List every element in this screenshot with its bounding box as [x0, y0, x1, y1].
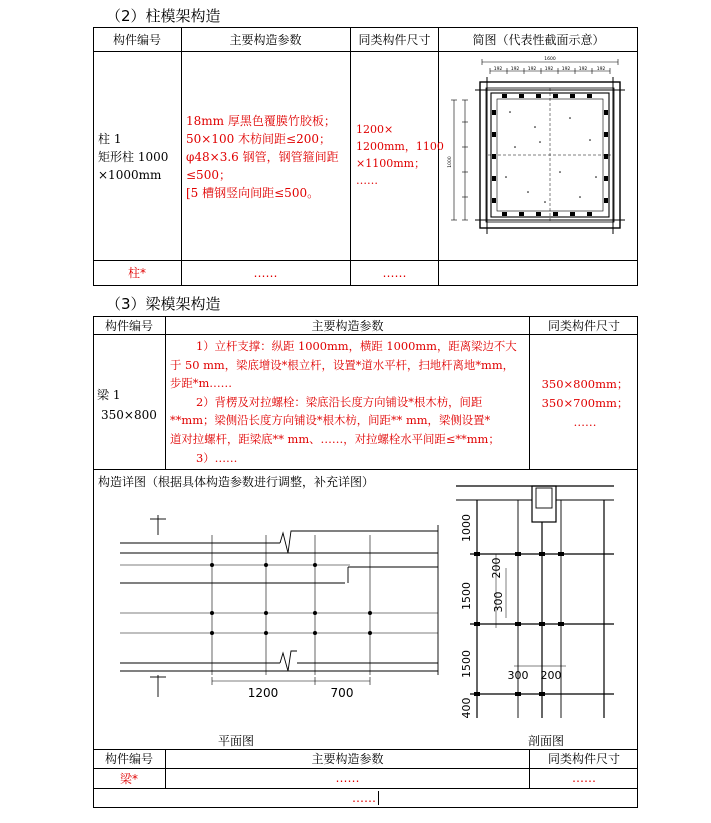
- text-cursor: [378, 791, 379, 805]
- sketch-spacing-label: 192: [493, 67, 503, 72]
- section-2-heading: （2）柱模架构造: [106, 7, 221, 25]
- section-3-heading: （3）梁模架构造: [106, 295, 221, 313]
- column-star-params: ……: [253, 265, 278, 280]
- beam-star-id: 梁*: [119, 771, 138, 786]
- sketch-spacing-label: 192: [578, 67, 588, 72]
- sketch-spacing-label: 192: [596, 67, 606, 72]
- column-1-sizes: 1200× 1200mm，1100 ×1100mm； ……: [356, 123, 444, 187]
- beam-1-sizes: 350×800mm； 350×700mm； ……: [541, 377, 629, 429]
- section-dim-v2: 1500: [460, 582, 473, 610]
- beam-header-size: 同类构件尺寸: [547, 318, 620, 333]
- column-star-id: 柱*: [127, 266, 146, 280]
- beam-1-id: 梁 1 350×800: [97, 388, 157, 422]
- section-drawing: [456, 478, 614, 718]
- column-section-sketch: [440, 52, 637, 260]
- beam-header-params: 主要构造参数: [311, 318, 384, 333]
- beam-header2-id: 构件编号: [104, 752, 153, 766]
- plan-label: 平面图: [218, 734, 255, 748]
- beam-star-size: ……: [572, 771, 596, 785]
- beam-star-params: ……: [335, 771, 360, 785]
- section-label: 剖面图: [528, 734, 565, 748]
- beam-extra-row-text: ……: [352, 790, 376, 805]
- sketch-spacing-label: 192: [510, 67, 520, 72]
- section-dim-v1: 1000: [460, 514, 473, 542]
- beam-header-id: 构件编号: [104, 318, 153, 333]
- sketch-spacing-label: 192: [544, 67, 554, 72]
- beam-1-params: 1）立杆支撑：纵距 1000mm，横距 1000mm，距离梁边不大 于 50 mm，梁底增设*根立杆，设置*道水平杆，扫地杆离地*mm， 步距*m…… 2）背楞及对拉螺栓：梁底沿长度方向铺设*根木枋，间距 **mm；梁侧沿长度方向铺设*根木枋，间距** mm，梁侧设置* 道对拉螺杆，距梁底** mm、……，对拉螺栓水平间距≤**mm； 3）……: [170, 339, 517, 465]
- sketch-top-dim: 1600: [544, 57, 556, 62]
- sketch-left-dim: 1000: [448, 156, 453, 168]
- section-dim-v3: 1500: [460, 650, 473, 678]
- column-star-size: ……: [382, 265, 407, 280]
- plan-dim-1200: 1200: [247, 686, 279, 700]
- section-dim-h300: 300: [507, 669, 529, 682]
- sketch-spacing-label: 192: [561, 67, 571, 72]
- header-component-id: 构件编号: [112, 32, 161, 47]
- column-1-id: 柱 1 矩形柱 1000 ×1000mm: [98, 132, 169, 182]
- plan-dim-700: 700: [330, 686, 354, 700]
- section-dim-h200: 200: [540, 669, 562, 682]
- sketch-spacing-label: 192: [527, 67, 537, 72]
- beam-header2-size: 同类构件尺寸: [547, 752, 620, 766]
- section-dim-v4: 400: [460, 697, 473, 718]
- section-dim-300: 300: [492, 591, 505, 613]
- beam-header2-params: 主要构造参数: [311, 752, 384, 766]
- header-similar-size: 同类构件尺寸: [358, 32, 431, 47]
- header-main-params: 主要构造参数: [229, 32, 302, 47]
- plan-drawing: [120, 505, 450, 700]
- header-sketch: 简图（代表性截面示意）: [472, 32, 605, 47]
- section-dim-200: 200: [490, 557, 503, 579]
- column-1-params: 18mm 厚黑色覆膜竹胶板； 50×100 木枋间距≤200； φ48×3.6 钢管，钢管箍间距 ≤500； [5 槽钢竖向间距≤500。: [186, 114, 339, 200]
- beam-extra-row: [93, 788, 638, 807]
- detail-title: 构造详图（根据具体构造参数进行调整，补充详图）: [98, 475, 375, 489]
